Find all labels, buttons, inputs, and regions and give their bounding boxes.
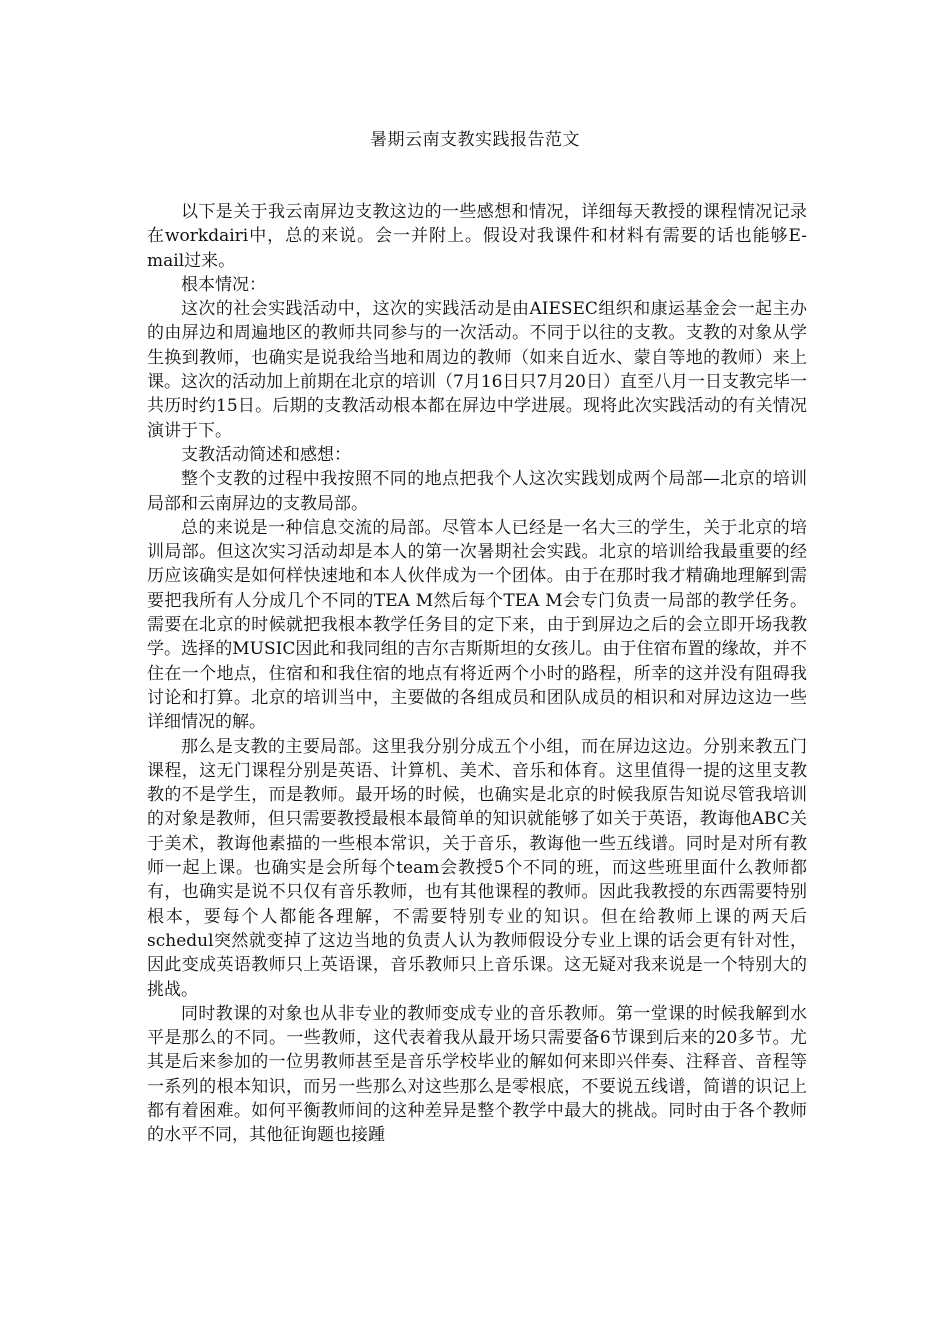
document-body [147,200,807,1148]
paragraph-basic-situation: 这次的社会实践活动中，这次的实践活动是由AIESEC组织和康运基金会一起主办的由屏边和周遍地区的教师共同参与的一次活动。不同于以往的支教。支教的对象从学生换到教师，也确实是说我给当地和周边的教师（如来自近水、蒙自等地的教师）来上课。这次的活动加上前期在北京的培训（7月16日只7月20日）直至八月一日支教完毕一共历时约15日。后期的支教活动根本都在屏边中学进展。现将此次实践活动的有关情况演讲于下。 [147,299,807,441]
paragraph-main-teaching: 那么是支教的主要局部。这里我分别分成五个小组，而在屏边这边。分别来教五门课程，这无门课程分别是英语、计算机、美术、音乐和体育。这里值得一提的这里支教教的不是学生，而是教师。最开场的时候，也确实是北京的时候我原告知说尽管我培训的对象是教师，但只需要教授最根本最简单的知识就能够了如关于英语，教诲他ABC关于美术，教诲他素描的一些根本常识，关于音乐，教诲他一些五线谱。同时是对所有教师一起上课。也确实是会所每个team会教授5个不同的班，而这些班里面什么教师都有，也确实是说不只仅有音乐教师，也有其他课程的教师。因此我教授的东西需要特别根本，要每个人都能各理解，不需要特别专业的知识。但在给教师上课的两天后schedul突然就变掉了这边当地的负责人认为教师假设分专业上课的话会更有针对性，因此变成英语教师只上英语课，音乐教师只上音乐课。这无疑对我来说是一个特别大的挑战。 [147,736,807,1000]
paragraph-overview: 整个支教的过程中我按照不同的地点把我个人这次实践划成两个局部—北京的培训局部和云南屏边的支教局部。 [147,469,807,514]
paragraph-beijing-training: 总的来说是一种信息交流的局部。尽管本人已经是一名大三的学生，关于北京的培训局部。但这次实习活动却是本人的第一次暑期社会实践。北京的培训给我最重要的经历应该确实是如何样快速地和本人伙伴成为一个团体。由于在那时我才精确地理解到需要把我所有人分成几个不同的TEA M然后每个TEA M会专门负责一局部的教学任务。需要在北京的时候就把我根本教学任务目的定下来，由于到屏边之后的会立即开场我教学。选择的MUSIC因此和我同组的吉尔吉斯斯坦的女孩儿。由于住宿布置的缘故，并不住在一个地点，住宿和和我住宿的地点有将近两个小时的路程，所幸的这并没有阻碍我讨论和打算。北京的培训当中，主要做的各组成员和团队成员的相识和对屏边这边一些详细情况的解。 [147,517,807,733]
heading-activity-summary: 支教活动简述和感想： [181,444,351,465]
document-title: 暑期云南支教实践报告范文 [370,130,580,150]
paragraph-teaching-challenge: 同时教课的对象也从非专业的教师变成专业的音乐教师。第一堂课的时候我解到水平是那么的不同。一些教师，这代表着我从最开场只需要备6节课到后来的20多节。尤其是后来参加的一位男教师甚至是音乐学校毕业的解如何来即兴伴奏、注释音、音程等一系列的根本知识，而另一些那么对这些那么是零根底，不要说五线谱，简谱的识记上都有着困难。如何平衡教师间的这种差异是整个教学中最大的挑战。同时由于各个教师的水平不同，其他征询题也接踵 [147,1003,807,1146]
heading-basic-situation: 根本情况： [181,274,266,295]
paragraph-intro: 以下是关于我云南屏边支教这边的一些感想和情况，详细每天教授的课程情况记录在workdairi中，总的来说。会一并附上。假设对我课件和材料有需要的话也能够E-mail过来。 [147,202,807,271]
